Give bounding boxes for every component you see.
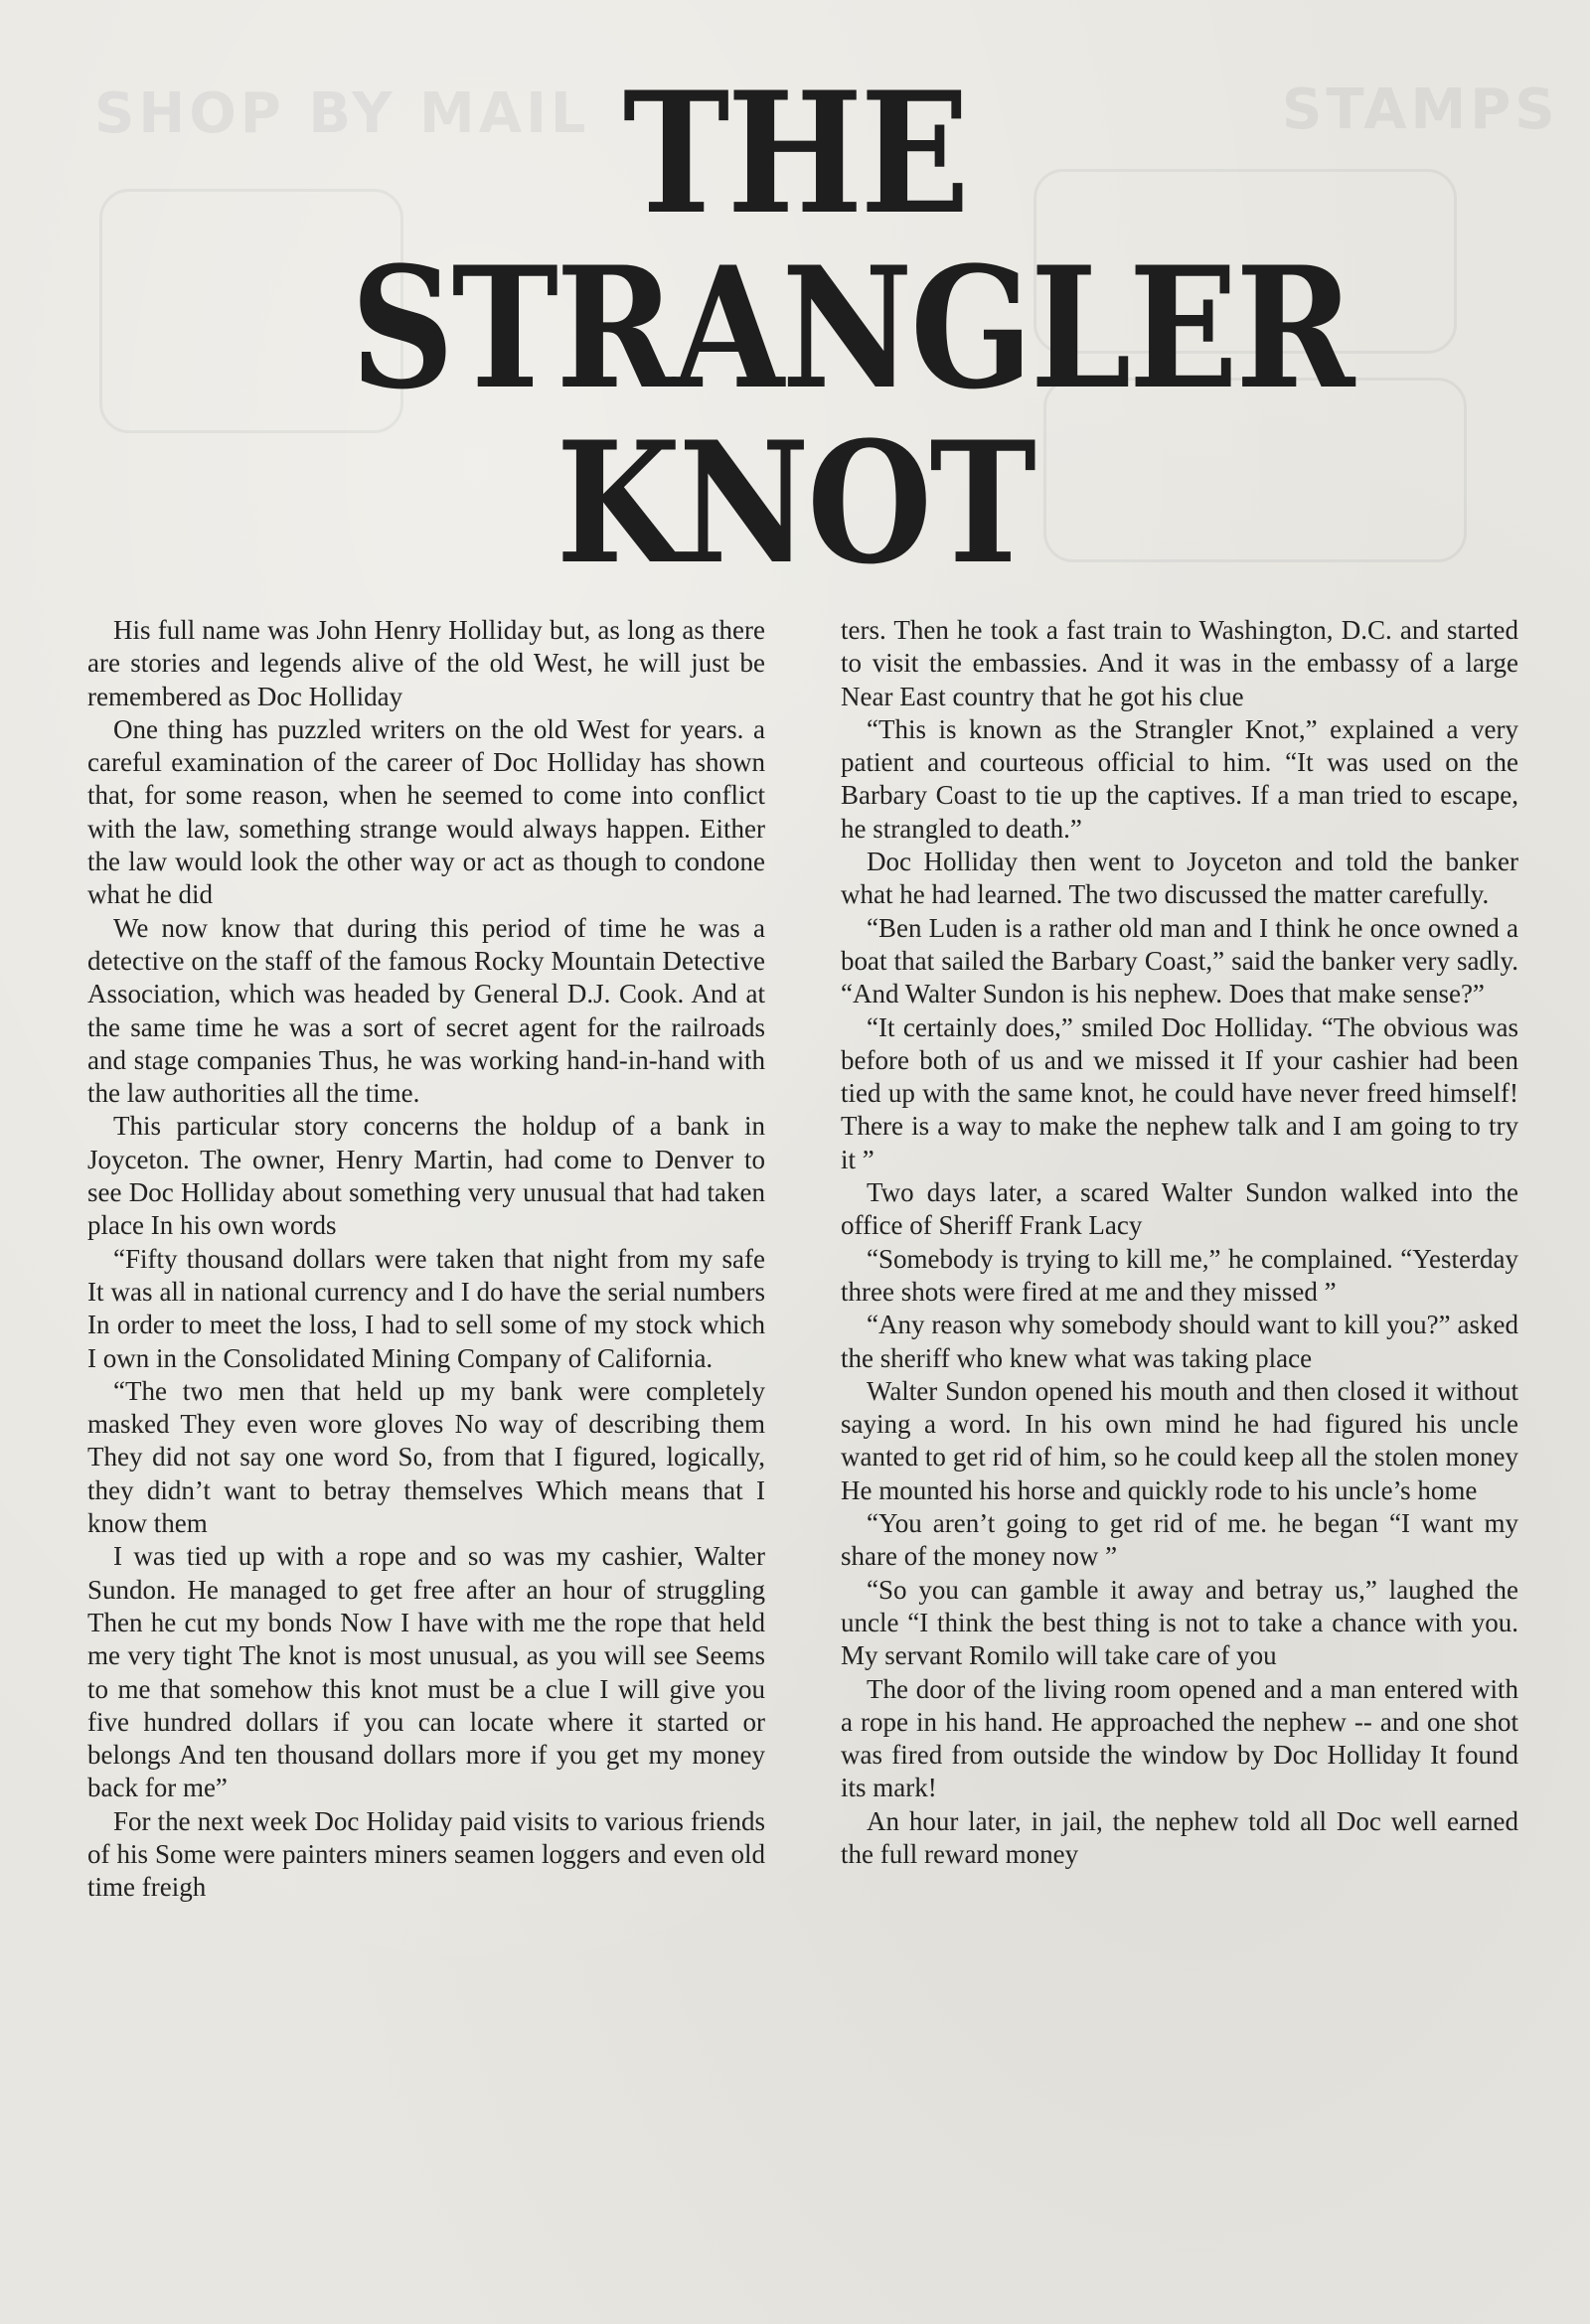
paragraph: Walter Sundon opened his mouth and then closed it without saying a word. In his own mind he had figured his uncle wanted to get rid of him, so he could keep all the stolen money He mounted his horse and quickly rode to his uncle’s home <box>841 1375 1518 1505</box>
paragraph-continuation: ters. Then he took a fast train to Washington, D.C. and started to visit the embassies. And it was in the embassy of a large Near East country that he got his clue <box>841 615 1518 711</box>
paragraph: Two days later, a scared Walter Sundon walked into the office of Sheriff Frank Lacy <box>841 1177 1518 1241</box>
story-title <box>278 55 1352 601</box>
left-column <box>87 614 765 2253</box>
paragraph: “Fifty thousand dollars were taken that night from my safe It was all in national currency and I do have the serial numbers In order to meet the loss, I had to sell some of my stock which I own in the Consolidated Mining Company of California. <box>87 1243 765 1373</box>
paragraph: The door of the living room opened and a man entered with a rope in his hand. He approached the nephew -- and one shot was fired from outside the window by Doc Holliday It found its mark! <box>841 1673 1518 1803</box>
paragraph: “Ben Luden is a rather old man and I think he once owned a boat that sailed the Barbary Coast,” said the banker very sadly. “And Walter Sundon is his nephew. Does that make sense?” <box>841 912 1518 1009</box>
bleed-through-text: SHOP BY MAIL <box>94 81 590 146</box>
paragraph: “Any reason why somebody should want to kill you?” asked the sheriff who knew what was taking place <box>841 1310 1518 1373</box>
paragraph: “The two men that held up my bank were completely masked They even wore gloves No way of describing them They did not say one word So, from that I figured, logically, they didn’t want to betray themselves Which means that I know them <box>87 1375 765 1539</box>
paragraph: This particular story concerns the holdup of a bank in Joyceton. The owner, Henry Martin, had come to Denver to see Doc Holliday about something very unusual that had taken place In his own words <box>87 1111 765 1241</box>
right-column <box>841 614 1518 2253</box>
paragraph: Doc Holliday then went to Joyceton and told the banker what he had learned. The two discussed the matter carefully. <box>841 847 1518 910</box>
paragraph: “Somebody is trying to kill me,” he complained. “Yesterday three shots were fired at me and they missed ” <box>841 1243 1518 1307</box>
paragraph: An hour later, in jail, the nephew told all Doc well earned the full reward money <box>841 1805 1518 1869</box>
paragraph: “It certainly does,” smiled Doc Holliday. “The obvious was before both of us and we missed it If your cashier had been tied up with the same knot, he could have never freed himself! There is a way to make the nephew talk and I am going to try it ” <box>841 1011 1518 1174</box>
bleed-through-text: STAMPS <box>1282 77 1559 142</box>
paragraph: His full name was John Henry Holliday but, as long as there are stories and legends alive of the old West, he will just be remembered as Doc Holliday <box>87 615 765 711</box>
title-line-3: KNOT <box>556 404 1034 601</box>
paragraph: One thing has puzzled writers on the old West for years. a careful examination of the career of Doc Holliday has shown that, for some reason, when he seemed to come into conflict with the law, something strange would always happen. Either the law would look the other way or act as though to condone what he did <box>87 713 765 910</box>
paragraph: “So you can gamble it away and betray us,” laughed the uncle “I think the best thing is not to take a chance with you. My servant Romilo will take care of you <box>841 1574 1518 1671</box>
paragraph: “You aren’t going to get rid of me. he began “I want my share of the money now ” <box>841 1508 1518 1572</box>
paragraph: I was tied up with a rope and so was my cashier, Walter Sundon. He managed to get free after an hour of struggling Then he cut my bonds Now I have with me the rope that held me very tight The knot is most unusual, as you will see Seems to me that somehow this knot must be a clue I will give you five hundred dollars if you can locate where it started or belongs And ten thousand dollars more if you get my money back for me” <box>87 1541 765 1803</box>
paragraph: We now know that during this period of time he was a detective on the staff of the famous Rocky Mountain Detective Association, which was headed by General D.J. Cook. And at the same time he was a sort of secret agent for the railroads and stage companies Thus, he was working hand-in-hand with the law authorities all the time. <box>87 912 765 1109</box>
paragraph: For the next week Doc Holiday paid visits to various friends of his Some were painters miners seamen loggers and even old time freigh <box>87 1805 765 1903</box>
title-line-2: STRANGLER <box>350 230 1352 426</box>
paragraph: “This is known as the Strangler Knot,” explained a very patient and courteous official to him. “It was used on the Barbary Coast to tie up the captives. If a man tried to escape, he strangled to death.” <box>841 713 1518 844</box>
title-line-1: THE <box>622 55 968 251</box>
story-body <box>87 614 1518 2253</box>
